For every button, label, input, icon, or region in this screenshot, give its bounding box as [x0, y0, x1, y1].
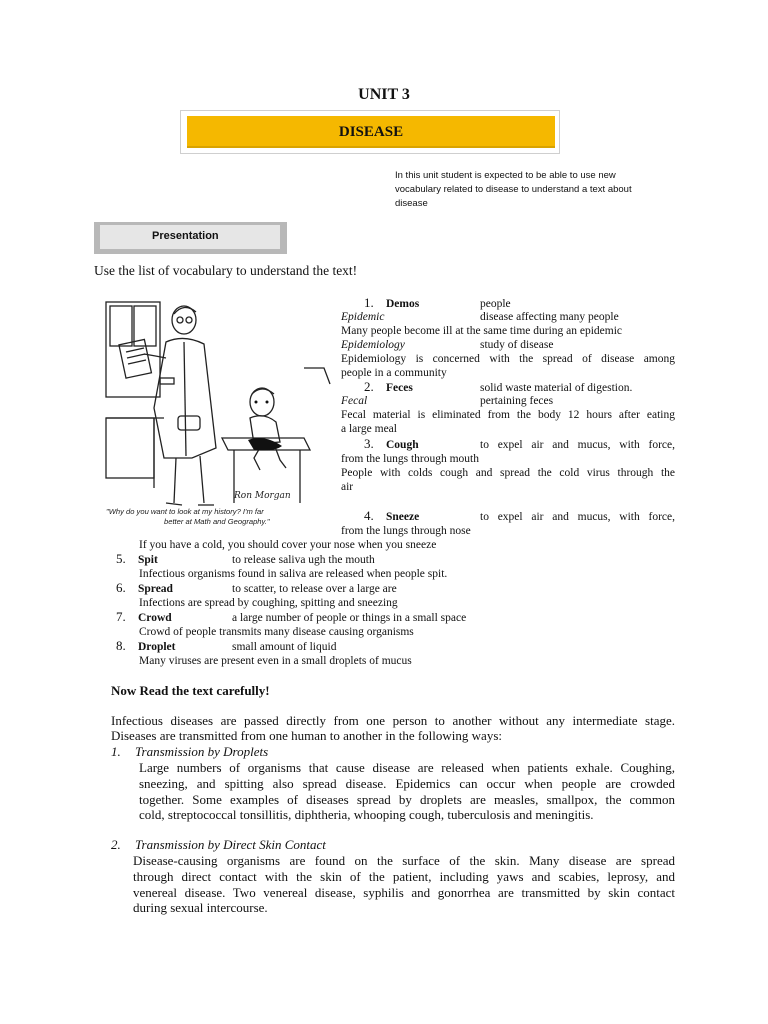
section-line: Disease-causing organisms are found on the surface of the skin. Many disease are spread — [133, 853, 675, 868]
objective-line: In this unit student is expected to be able to use new — [395, 170, 616, 181]
cartoon-caption-line: better at Math and Geography." — [164, 517, 270, 526]
vocab-example: People with colds cough and spread the cold virus through the — [341, 467, 675, 479]
vocab-example: Many people become ill at the same time during an epidemic — [341, 325, 623, 337]
vocab-number: 4. — [364, 508, 374, 523]
vocab-subentry — [341, 310, 619, 324]
vocab-subentry — [341, 394, 553, 408]
intro-line: Infectious diseases are passed directly from one person to another without any intermediate stage. — [111, 713, 675, 728]
section-heading — [111, 744, 268, 759]
vocab-example: Crowd of people transmits many disease causing organisms — [139, 626, 414, 638]
intro-line: Diseases are transmitted from one human to another in the following ways: — [111, 728, 502, 743]
vocab-definition-cont: from the lungs through nose — [341, 525, 471, 537]
vocab-definition: solid waste material of digestion. — [480, 382, 633, 394]
section-title: Transmission by Direct Skin Contact — [135, 837, 326, 852]
presentation-label: Presentation — [100, 225, 280, 249]
vocab-number: 5. — [116, 551, 126, 566]
section-line: through direct contact with the skin of the patient, including yaws and scabies, leprosy, and — [133, 869, 675, 884]
vocab-subdefinition: pertaining feces — [480, 395, 554, 407]
cartoon-signature: Ron Morgan — [234, 491, 291, 501]
vocab-example: people in a community — [341, 367, 447, 379]
vocab-subentry — [341, 338, 553, 352]
vocab-number: 8. — [116, 638, 126, 653]
vocab-definition: to release saliva ugh the mouth — [232, 554, 375, 566]
unit-objective — [395, 169, 685, 211]
vocab-term: Droplet — [138, 641, 176, 653]
vocab-definition: to expel air and mucus, with force, — [480, 511, 675, 523]
section-line: cold, streptococcal tonsillitis, diphtheria, whooping cough, tuberculosis and meningitis. — [139, 807, 594, 822]
vocab-number: 7. — [116, 609, 126, 624]
section-number: 1. — [111, 744, 121, 759]
vocab-example: Fecal material is eliminated from the body 12 hours after eating — [341, 409, 675, 421]
objective-line: disease — [395, 198, 428, 209]
topic-banner: DISEASE — [187, 116, 555, 148]
vocab-definition: to expel air and mucus, with force, — [480, 439, 675, 451]
section-line: venereal disease. Two venereal disease, syphilis and gonorrhea are transmitted by skin contact — [133, 885, 675, 900]
vocab-item — [116, 639, 336, 654]
instruction-text: Use the list of vocabulary to understand the text! — [94, 263, 358, 278]
vocab-definition: a large number of people or things in a small space — [232, 612, 467, 624]
section-line: together. Some examples of diseases spread by droplets are measles, smallpox, the common — [139, 792, 675, 807]
vocab-example: Many viruses are present even in a small droplets of mucus — [139, 655, 412, 667]
vocab-number: 1. — [364, 295, 374, 310]
vocab-term: Sneeze — [386, 511, 420, 523]
vocab-item — [116, 581, 397, 596]
section-number: 2. — [111, 837, 121, 852]
vocab-term: Crowd — [138, 612, 172, 624]
vocab-item — [364, 509, 675, 524]
vocab-term: Cough — [386, 439, 419, 451]
vocab-definition: small amount of liquid — [232, 641, 337, 653]
section-heading — [111, 837, 326, 852]
vocab-item — [364, 437, 675, 452]
section-line: during sexual intercourse. — [133, 900, 268, 915]
vocab-example: Infections are spread by coughing, spitting and sneezing — [139, 597, 398, 609]
vocab-example: a large meal — [341, 423, 397, 435]
vocab-subdefinition: study of disease — [480, 339, 554, 351]
vocab-example: Epidemiology is concerned with the spread of disease among — [341, 353, 675, 365]
vocab-item — [116, 552, 375, 567]
read-heading: Now Read the text carefully! — [111, 683, 270, 698]
vocab-term: Spit — [138, 554, 158, 566]
section-line: sneezing, and spitting also spread disease. Epidemics can occur when people are crowded — [139, 776, 675, 791]
vocab-number: 2. — [364, 379, 374, 394]
unit-title: UNIT 3 — [358, 86, 410, 103]
section-title: Transmission by Droplets — [135, 744, 269, 759]
cartoon-illustration — [104, 298, 336, 526]
vocab-subterm: Epidemic — [341, 311, 385, 323]
vocab-item — [364, 380, 632, 395]
vocab-example: If you have a cold, you should cover your nose when you sneeze — [139, 539, 437, 551]
objective-line: vocabulary related to disease to understand a text about — [395, 184, 632, 195]
vocab-definition: to scatter, to release over a large are — [232, 583, 397, 595]
section-line: Large numbers of organisms that cause disease are released when patients exhale. Coughing, — [139, 760, 675, 775]
vocab-definition: people — [480, 298, 511, 310]
vocab-term: Demos — [386, 298, 420, 310]
vocab-item — [364, 296, 511, 311]
vocab-number: 3. — [364, 436, 374, 451]
vocab-term: Feces — [386, 382, 413, 394]
vocab-subdefinition: disease affecting many people — [480, 311, 619, 323]
vocab-example: Infectious organisms found in saliva are released when people spit. — [139, 568, 448, 580]
vocab-subterm: Fecal — [341, 395, 368, 407]
vocab-number: 6. — [116, 580, 126, 595]
vocab-subterm: Epidemiology — [341, 339, 405, 351]
vocab-term: Spread — [138, 583, 173, 595]
cartoon-caption-line: "Why do you want to look at my history? I'm far — [106, 507, 264, 516]
vocab-definition-cont: from the lungs through mouth — [341, 453, 479, 465]
vocab-item — [116, 610, 466, 625]
vocab-example: air — [341, 481, 354, 493]
